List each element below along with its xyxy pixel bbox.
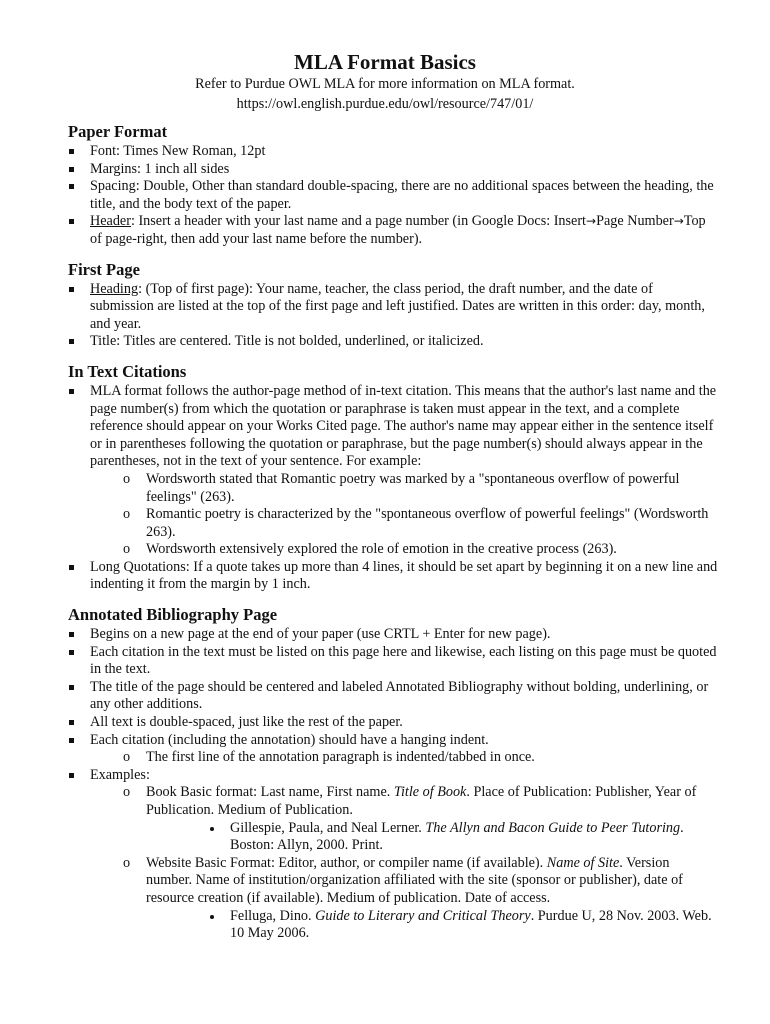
website-format-text: Website Basic Format: Editor, author, or compiler name (if available).: [146, 854, 547, 871]
list-item-margins: Margins: 1 inch all sides: [68, 161, 718, 179]
list-item: All text is double-spaced, just like the rest of the paper.: [68, 714, 718, 732]
header-text-b: Page Number: [596, 213, 674, 230]
page-title: MLA Format Basics: [294, 50, 476, 74]
website-example-list: [146, 908, 718, 943]
header-label: Header: [90, 213, 131, 230]
website-example-rest: . Purdue U, 28 Nov. 2003. Web. 10 May 2006.: [230, 907, 712, 942]
book-example-list: [146, 820, 718, 855]
list-item-website-example: [146, 908, 718, 943]
reference-url: https://owl.english.purdue.edu/owl/resource/747/01/: [236, 95, 534, 112]
in-text-body: MLA format follows the author-page method of in-text citation. This means that the author's last name and the page number(s) from which the quotation or paraphrase is taken must appear in the text, and a complete reference should appear on your Works Cited page. The author's name may appear either in the sentence itself or in parentheses following the quotation or paraphrase, but the page number(s) should always appear in the parentheses, not in the text of your sentence. For example:: [90, 382, 717, 470]
book-example-title: The Allyn and Bacon Guide to Peer Tutoring: [425, 819, 681, 836]
list-item-long-quotations: Long Quotations: If a quote takes up more than 4 lines, it should be set apart by beginning it on a new line and indenting it from the margin by 1 inch.: [68, 559, 718, 594]
website-example-title: Guide to Literary and Critical Theory: [315, 907, 531, 924]
book-format-rest: . Place of Publication: Publisher, Year of Publication. Medium of Publication.: [146, 784, 697, 818]
list-item-header: [68, 213, 718, 248]
site-name-placeholder: Name of Site: [546, 854, 620, 871]
document-body: [68, 122, 718, 943]
list-item: The title of the page should be centered and labeled Annotated Bibliography without bolding, underlining, or any other additions.: [68, 679, 718, 714]
list-item-author-page: [68, 383, 718, 559]
book-example-authors: Gillespie, Paula, and Neal Lerner.: [230, 819, 426, 836]
section-heading-first-page: First Page: [68, 259, 140, 279]
paper-format-list: [68, 143, 718, 249]
list-item-example: o Wordsworth stated that Romantic poetry was marked by a "spontaneous overflow of powerful feelings" (263).: [90, 471, 718, 506]
in-text-list: [68, 383, 718, 594]
header-text-a: : Insert a header with your last name and a page number (in Google Docs: Insert: [130, 213, 587, 230]
website-example-author: Felluga, Dino.: [230, 907, 316, 924]
book-format-text: Book Basic format: Last name, First name.: [146, 784, 394, 801]
list-item-book-example: [146, 820, 718, 855]
website-format-rest: . Version number. Name of institution/organization affiliated with the site (sponsor or publisher), date of resource creation (if available). Medium of publication. Date of access.: [146, 854, 683, 906]
book-title-placeholder: Title of Book: [393, 784, 467, 801]
section-heading-paper-format: Paper Format: [68, 122, 168, 141]
list-item-example: o Romantic poetry is characterized by the "spontaneous overflow of powerful feelings" (Wordsworth 263).: [90, 506, 718, 541]
heading-text: : (Top of first page): Your name, teacher, the class period, the draft number, and the date of submission are listed at the top of the first page and left justified. Dates are written in this order: day, month, and year.: [90, 280, 705, 332]
arrow-icon: →: [586, 214, 597, 229]
list-item-website-format: [90, 855, 718, 943]
list-item-example: o Wordsworth extensively explored the role of emotion in the creative process (263).: [90, 541, 718, 559]
list-item-heading: [68, 281, 718, 334]
header-text-c: Top of page-right, then add your last name before the number).: [90, 213, 706, 247]
bibliography-list: [68, 626, 718, 943]
list-item-title: Title: Titles are centered. Title is not bolded, underlined, or italicized.: [68, 333, 718, 351]
hanging-indent-text: Each citation (including the annotation) should have a hanging indent.: [90, 731, 489, 748]
heading-label: Heading: [90, 280, 139, 297]
hanging-indent-sublist: [90, 749, 718, 767]
list-item-hanging-indent: [68, 732, 718, 767]
examples-label: Examples:: [90, 766, 150, 783]
in-text-examples: [90, 471, 718, 559]
arrow-icon: →: [673, 214, 684, 229]
list-item-font: Font: Times New Roman, 12pt: [68, 143, 718, 161]
list-item-indent-note: o The first line of the annotation paragraph is indented/tabbed in once.: [90, 749, 718, 767]
list-item-spacing: Spacing: Double, Other than standard double-spacing, there are no additional spaces between the heading, the title, and the body text of the paper.: [68, 178, 718, 213]
book-example-rest: . Boston: Allyn, 2000. Print.: [230, 819, 684, 854]
list-item: Each citation in the text must be listed on this page here and likewise, each listing on this page must be quoted in the text.: [68, 644, 718, 679]
section-heading-annotated-bibliography: Annotated Bibliography Page: [68, 605, 278, 625]
list-item: Begins on a new page at the end of your paper (use CRTL + Enter for new page).: [68, 626, 718, 644]
examples-sublist: [90, 784, 718, 942]
list-item-examples: [68, 767, 718, 943]
first-page-list: [68, 281, 718, 351]
section-heading-in-text-citations: In Text Citations: [68, 361, 187, 381]
list-item-book-format: [90, 784, 718, 854]
reference-note: Refer to Purdue OWL MLA for more information on MLA format.: [195, 76, 575, 92]
